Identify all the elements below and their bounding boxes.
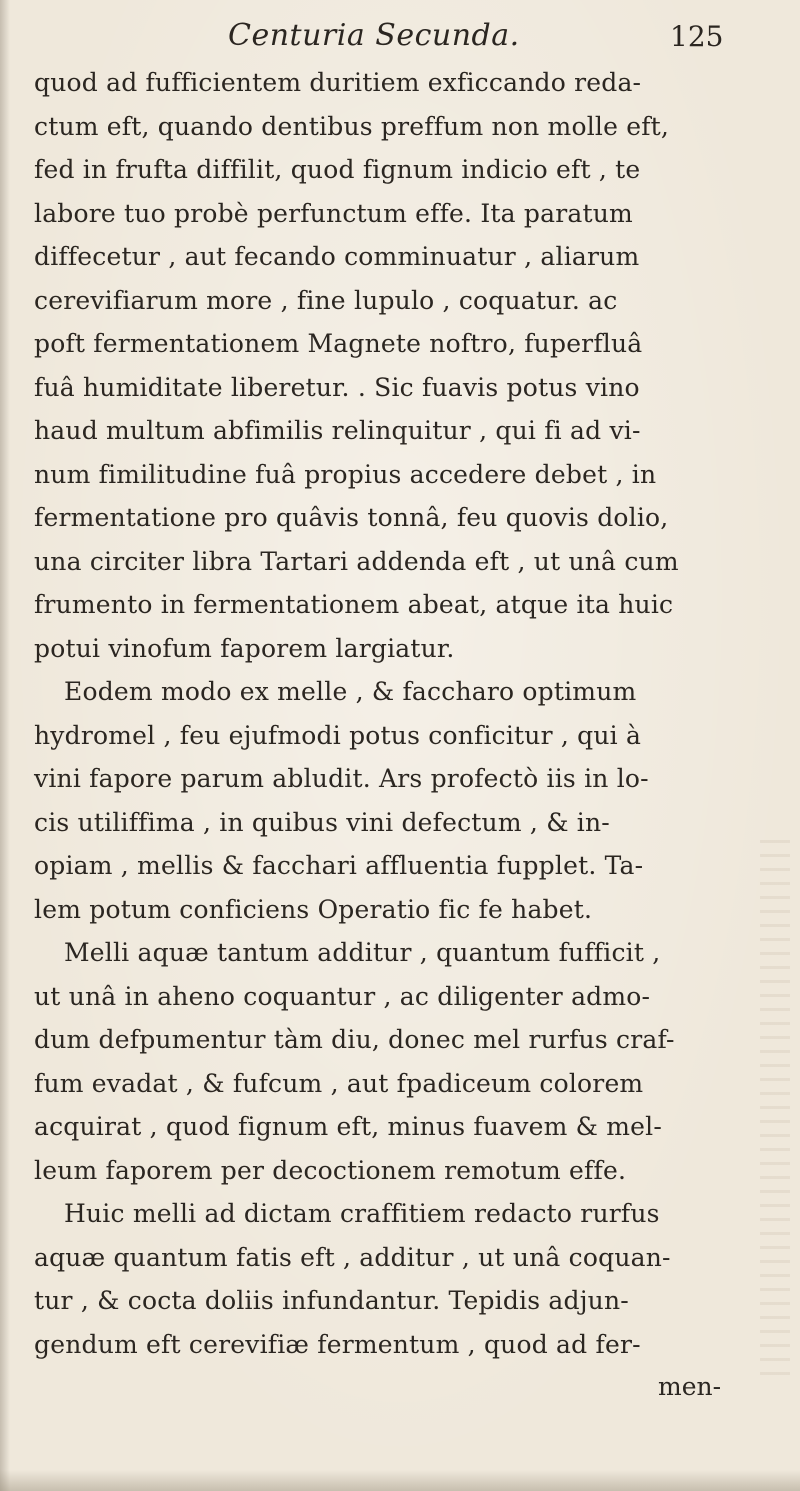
page-bottom-edge — [0, 1470, 800, 1491]
text-line: Huic melli ad dictam craffitiem redacto rurfus — [64, 1199, 660, 1228]
text-line: labore tuo probè perfunctum effe. Ita paratum — [34, 199, 633, 228]
text-line: ctum eft, quando dentibus preffum non molle eft, — [34, 112, 670, 141]
text-line: vini fapore parum abludit. Ars profectò iis in lo- — [34, 764, 649, 793]
text-line: ut unâ in aheno coquantur , ac diligenter admo- — [34, 982, 651, 1011]
text-line: Melli aquæ tantum additur , quantum fufficit , — [64, 938, 661, 967]
text-line: Eodem modo ex melle , & faccharo optimum — [64, 677, 637, 706]
text-line: num fimilitudine fuâ propius accedere debet , in — [34, 460, 657, 489]
text-line: cis utiliffima , in quibus vini defectum , & in- — [34, 808, 610, 837]
running-head-title: Centuria Secunda. — [228, 18, 520, 53]
text-line: gendum eft cerevifiæ fermentum , quod ad fer- — [34, 1330, 641, 1359]
text-line: quod ad fufficientem duritiem exficcando reda- — [34, 68, 642, 97]
text-line: cerevifiarum more , fine lupulo , coquatur. ac — [34, 286, 618, 315]
gutter-shadow — [0, 0, 10, 1491]
text-line: tur , & cocta doliis infundantur. Tepidis adjun- — [34, 1286, 629, 1315]
text-line: opiam , mellis & facchari affluentia fupplet. Ta- — [34, 851, 644, 880]
text-line: haud multum abfimilis relinquitur , qui fi ad vi- — [34, 416, 641, 445]
text-line: dum defpumentur tàm diu, donec mel rurfus craf- — [34, 1025, 675, 1054]
text-line: potui vinofum faporem largiatur. — [34, 634, 455, 663]
text-line: diffecetur , aut fecando comminuatur , aliarum — [34, 242, 640, 271]
text-line: fed in frufta diffilit, quod fignum indicio eft , te — [34, 155, 641, 184]
text-line: frumento in fermentationem abeat, atque ita huic — [34, 590, 674, 619]
text-line: aquæ quantum fatis eft , additur , ut unâ coquan- — [34, 1243, 671, 1272]
text-line: fum evadat , & fufcum , aut fpadiceum colorem — [34, 1069, 644, 1098]
text-line: leum faporem per decoctionem remotum effe. — [34, 1156, 627, 1185]
text-line: fermentatione pro quâvis tonnâ, feu quovis dolio, — [34, 503, 669, 532]
text-line: poft fermentationem Magnete noftro, fuperfluâ — [34, 329, 643, 358]
catchword: men- — [658, 1372, 722, 1401]
paper-stain — [760, 840, 790, 1380]
text-line: hydromel , feu ejufmodi potus conficitur , qui à — [34, 721, 642, 750]
text-line: acquirat , quod fignum eft, minus fuavem & mel- — [34, 1112, 663, 1141]
text-line: lem potum conficiens Operatio fic fe habet. — [34, 895, 593, 924]
running-head — [0, 18, 800, 68]
page-number: 125 — [670, 20, 724, 53]
text-line: una circiter libra Tartari addenda eft , ut unâ cum — [34, 547, 679, 576]
text-line: fuâ humiditate liberetur. . Sic fuavis potus vino — [34, 373, 640, 402]
